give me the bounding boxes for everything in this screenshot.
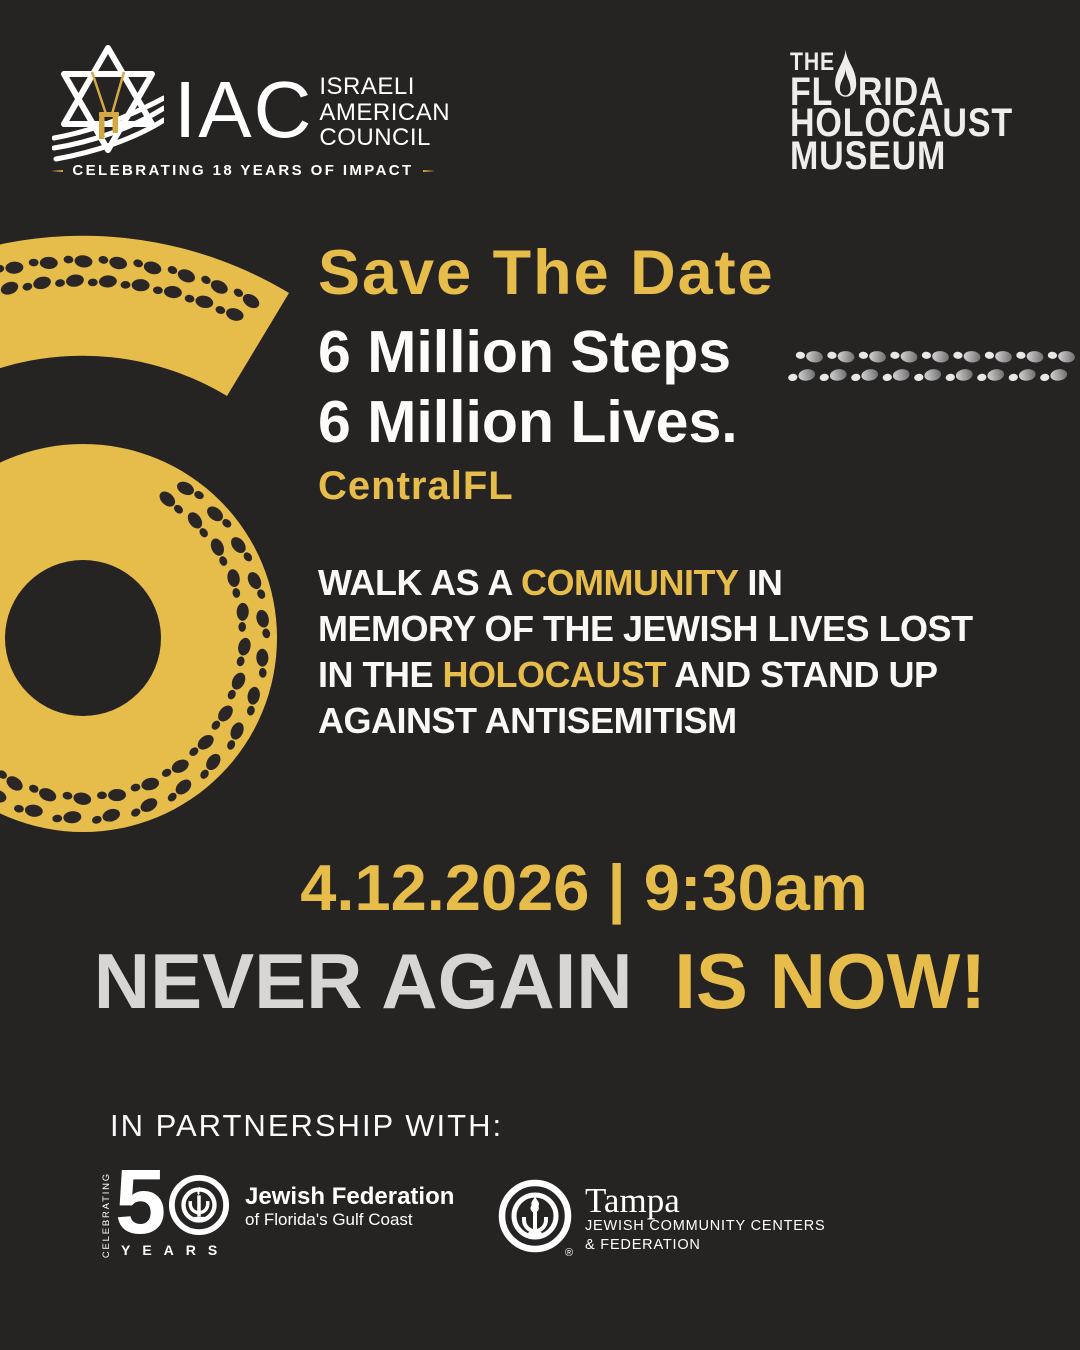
- description-line: MEMORY OF THE JEWISH LIVES LOST: [318, 608, 973, 649]
- partnership-heading: IN PARTNERSHIP WITH:: [110, 1108, 504, 1143]
- iac-name-line: COUNCIL: [319, 124, 431, 151]
- registered-mark: ®: [565, 1247, 573, 1258]
- event-description: [318, 560, 973, 744]
- iac-acronym: IAC: [174, 65, 314, 154]
- title-line-1: 6 Million Steps: [318, 319, 732, 385]
- flame-icon: [835, 49, 856, 108]
- menorah-target-emblem-icon: [168, 1174, 230, 1236]
- iac-name-line: ISRAELI: [319, 73, 415, 100]
- slogan-is-now: IS NOW!: [674, 937, 987, 1025]
- jf-years-label: YEARS: [121, 1242, 230, 1258]
- fhm-florida-pre: FL: [790, 70, 834, 114]
- iac-full-name: [319, 74, 450, 151]
- iac-tagline-text: CELEBRATING 18 YEARS OF IMPACT: [72, 162, 414, 179]
- description-line: IN THE HOLOCAUST AND STAND UP: [318, 654, 938, 695]
- highlight-community: COMMUNITY: [520, 562, 738, 603]
- slogan-never-again: NEVER AGAIN: [93, 937, 633, 1025]
- save-the-date-heading: Save The Date: [318, 238, 775, 308]
- event-datetime: 4.12.2026 | 9:30am: [300, 851, 868, 924]
- description-line: WALK AS A COMMUNITY IN: [318, 562, 783, 603]
- jf-wordmark: [245, 1184, 454, 1230]
- six-bowl: [0, 444, 277, 832]
- iac-tagline: [52, 162, 434, 179]
- jf-celebrating-label: CELEBRATING: [101, 1172, 112, 1259]
- jewish-federation-logo: [95, 1151, 465, 1268]
- gold-divider-line: [423, 170, 434, 172]
- tampa-line-1: JEWISH COMMUNITY CENTERS: [585, 1218, 826, 1234]
- fhm-florida-post: RIDA: [857, 70, 945, 114]
- florida-holocaust-museum-logo: [790, 48, 1013, 178]
- title-line-2: 6 Million Lives.: [318, 389, 738, 455]
- fhm-holocaust: HOLOCAUST: [790, 101, 1013, 145]
- description-line: AGAINST ANTISEMITISM: [318, 700, 737, 741]
- fhm-the: THE: [790, 48, 836, 76]
- star-of-david-icon: [52, 42, 164, 168]
- menorah-circle-emblem-icon: [497, 1178, 573, 1258]
- jf-name: Jewish Federation: [245, 1183, 455, 1210]
- jf-region: of Florida's Gulf Coast: [245, 1210, 413, 1229]
- tampa-wordmark: [585, 1181, 826, 1266]
- tampa-line-2: & FEDERATION: [585, 1237, 701, 1253]
- iac-name-line: AMERICAN: [319, 98, 451, 126]
- jf-50-numeral: 5: [115, 1151, 167, 1253]
- iac-logo: [52, 42, 450, 168]
- slogan: [0, 936, 1080, 1027]
- fhm-museum: MUSEUM: [790, 134, 947, 178]
- highlight-holocaust: HOLOCAUST: [442, 654, 667, 695]
- region-label: CentralFL: [318, 464, 514, 508]
- gold-divider-line: [52, 170, 63, 172]
- tampa-name: Tampa: [585, 1181, 680, 1220]
- six-hook: [0, 236, 289, 409]
- tampa-jcc-logo: [497, 1176, 827, 1266]
